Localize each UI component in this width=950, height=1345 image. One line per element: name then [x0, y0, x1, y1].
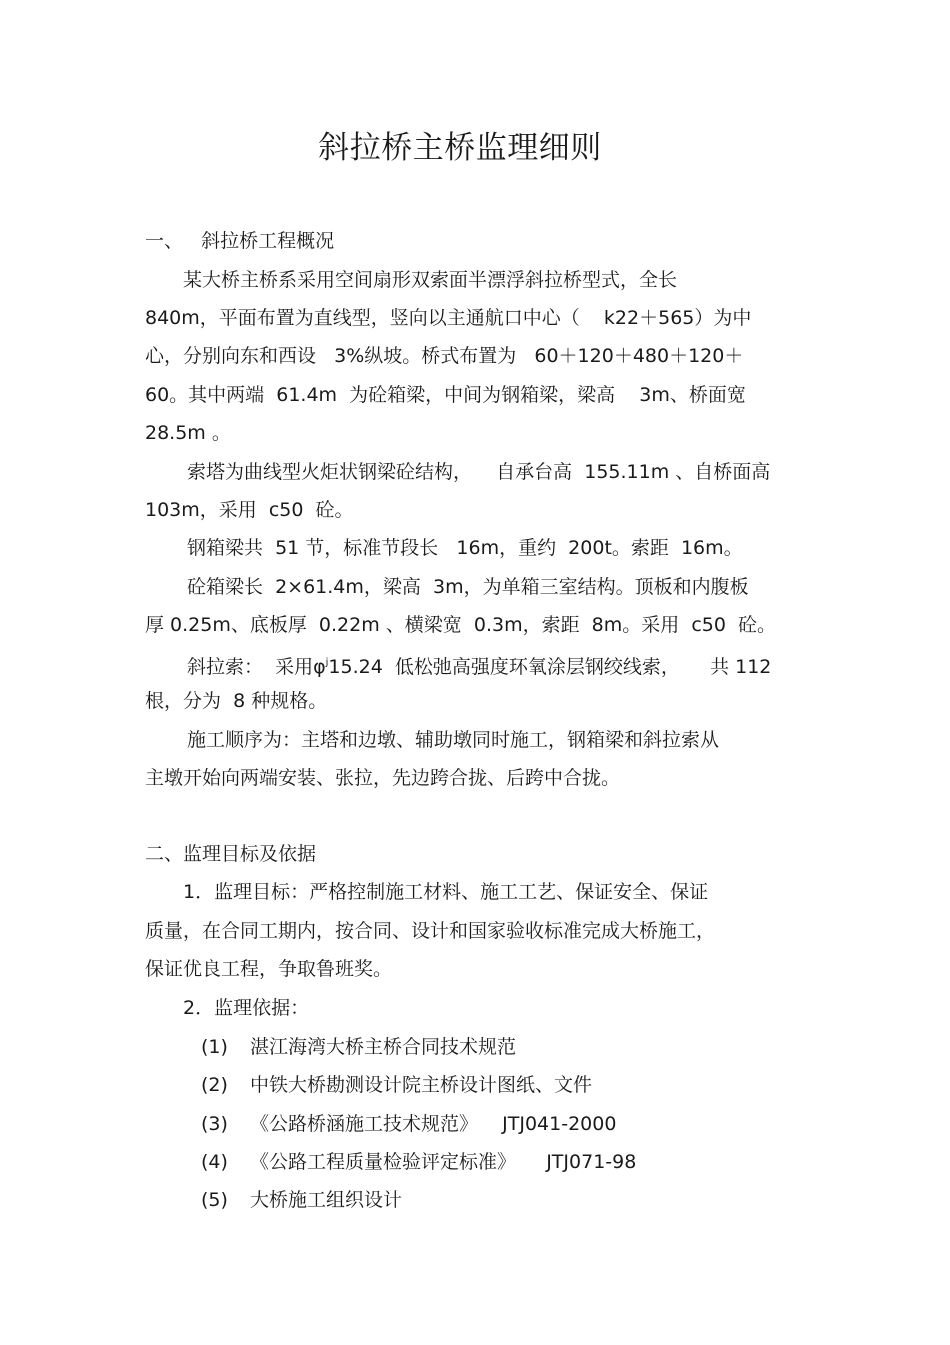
paragraph-line: 钢箱梁共 51 节，标准节段长 16m，重约 200t。索距 16m。 — [187, 537, 743, 559]
paragraph-line: 保证优良工程，争取鲁班奖。 — [145, 958, 393, 980]
list-item-number: (4) — [201, 1151, 228, 1173]
list-item-number: (1) — [201, 1036, 228, 1058]
cable-text-prefix: 斜拉索： 采用φ — [187, 656, 326, 678]
section-heading: 一、 斜拉桥工程概况 — [145, 230, 335, 252]
basis-heading: 2．监理依据： — [183, 997, 310, 1019]
paragraph-line: 厚 0.25m、底板厚 0.22m 、横梁宽 0.3m，索距 8m。采用 c50 砼。 — [145, 614, 777, 636]
paragraph-line: 根，分为 8 种规格。 — [145, 690, 328, 712]
list-item: 大桥施工组织设计 — [250, 1189, 403, 1211]
list-item: 中铁大桥勘测设计院主桥设计图纸、文件 — [250, 1074, 593, 1096]
list-item: 湛江海湾大桥主桥合同技术规范 — [250, 1036, 517, 1058]
section-heading: 二、监理目标及依据 — [145, 843, 317, 865]
paragraph-line: 60。其中两端 61.4m 为砼箱梁，中间为钢箱梁，梁高 3m、桥面宽 — [145, 384, 746, 406]
list-item-number: (2) — [201, 1074, 228, 1096]
cable-superscript: j — [325, 657, 329, 668]
paragraph-line: 质量，在合同工期内，按合同、设计和国家验收标准完成大桥施工， — [145, 920, 716, 942]
paragraph-line: 1．监理目标：严格控制施工材料、施工工艺、保证安全、保证 — [183, 881, 709, 903]
list-item: 《公路桥涵施工技术规范》 JTJ041-2000 — [250, 1113, 617, 1135]
list-item: 《公路工程质量检验评定标准》 JTJ071-98 — [250, 1151, 637, 1173]
paragraph-line: 103m，采用 c50 砼。 — [145, 499, 354, 521]
paragraph-line: 砼箱梁长 2×61.4m，梁高 3m，为单箱三室结构。顶板和内腹板 — [187, 576, 749, 598]
paragraph-line — [187, 651, 771, 679]
paragraph-line: 28.5m 。 — [145, 422, 231, 444]
list-item-number: (3) — [201, 1113, 228, 1135]
list-item-number: (5) — [201, 1189, 228, 1211]
paragraph-line: 施工顺序为：主塔和边墩、辅助墩同时施工，钢箱梁和斜拉索从 — [187, 729, 720, 751]
paragraph-line: 心，分别向东和西设 3%纵坡。桥式布置为 60＋120＋480＋120＋ — [145, 345, 744, 367]
paragraph-line: 索塔为曲线型火炬状钢梁砼结构， 自承台高 155.11m 、自桥面高 — [187, 461, 771, 483]
paragraph-line: 840m，平面布置为直线型，竖向以主通航口中心（ k22＋565）为中 — [145, 307, 752, 329]
paragraph-line: 主墩开始向两端安装、张拉，先边跨合拢、后跨中合拢。 — [145, 767, 621, 789]
document-title: 斜拉桥主桥监理细则 — [318, 130, 602, 166]
cable-text-suffix: 15.24 低松弛高强度环氧涂层钢绞线索， 共 112 — [328, 656, 772, 678]
paragraph-line: 某大桥主桥系采用空间扇形双索面半漂浮斜拉桥型式，全长 — [183, 269, 678, 291]
